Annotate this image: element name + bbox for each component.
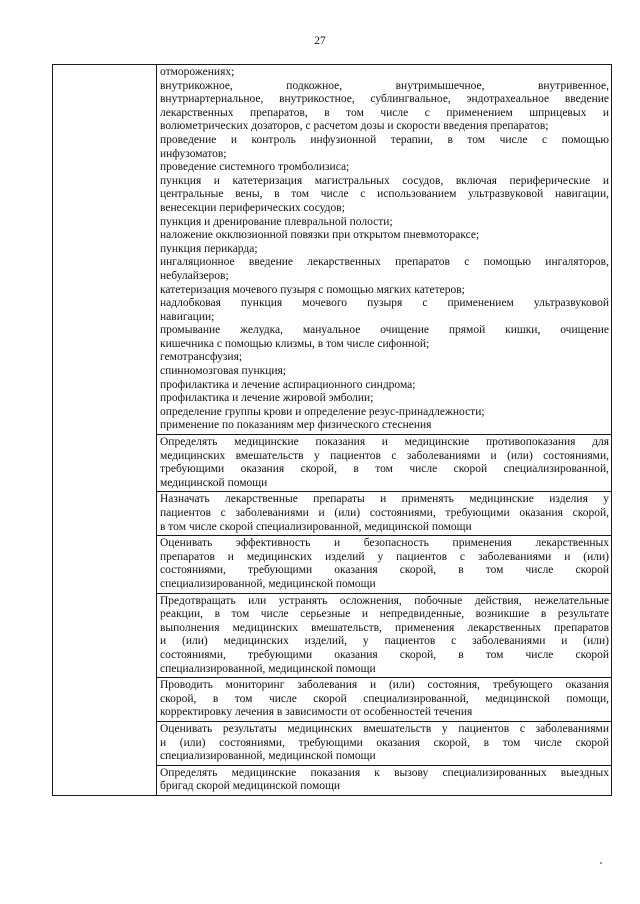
skill-line: выполнения медицинских вмешательств, применения лекарственных препаратов	[160, 621, 609, 634]
procedure-line: внутрикожное, подкожное, внутримышечное, внутривенное,	[160, 79, 609, 92]
procedure-line: проведение и контроль инфузионной терапии, в том числе с помощью	[160, 133, 609, 146]
procedure-line: инфузоматов;	[160, 147, 227, 160]
skill-cell	[157, 435, 612, 492]
procedure-line: надлобковая пункция мочевого пузыря с применением ультразвуковой	[160, 297, 609, 310]
skill-line: Оценивать эффективность и безопасность применения лекарственных	[160, 537, 609, 550]
table-body	[53, 65, 612, 796]
left-column-cell	[53, 65, 157, 796]
procedure-line: отморожениях;	[160, 66, 235, 78]
skill-line: Оценивать результаты медицинских вмешательств у пациентов с заболеваниями	[160, 722, 609, 735]
skill-line: и (или) медицинских изделий, у пациентов с заболеваниями и (или)	[160, 635, 609, 648]
table-row-continued	[53, 65, 612, 435]
procedure-line: спинномозговая пункция;	[160, 365, 286, 378]
procedure-line: применение по показаниям мер физического стеснения	[160, 419, 432, 432]
skill-text	[157, 435, 611, 491]
procedure-line: наложение окклюзионной повязки при открытом пневмотораксе;	[160, 229, 480, 242]
skill-line: специализированной, медицинской помощи	[160, 577, 376, 590]
skill-line: медицинских вмешательств у пациентов с заболеваниями и (или) состояниями,	[160, 449, 609, 462]
skill-line: скорой, в том числе скорой специализированной, медицинской помощи,	[160, 692, 609, 705]
procedure-line: внутриартериальное, внутрикостное, сублингвальное, эндотрахеальное введение	[160, 93, 609, 106]
skill-line: состояниями, требующими оказания скорой, в том числе скорой	[160, 564, 609, 577]
skill-text	[157, 594, 611, 678]
skill-line: в том числе скорой специализированной, медицинской помощи	[160, 520, 472, 533]
procedure-line: центральные вены, в том числе с использованием ультразвуковой навигации,	[160, 188, 609, 201]
procedure-line: проведение системного тромболизиса;	[160, 161, 350, 174]
skill-line: корректировку лечения в зависимости от особенностей течения	[160, 706, 473, 719]
skill-cell	[157, 721, 612, 765]
procedure-line: гемотрансфузия;	[160, 351, 243, 364]
skill-cell	[157, 492, 612, 536]
skill-line: специализированной, медицинской помощи	[160, 662, 376, 675]
procedure-line: кишечника с помощью клизмы, в том числе сифонной;	[160, 337, 430, 350]
procedures-list	[157, 65, 611, 434]
procedure-line: определение группы крови и определение резус-принадлежности;	[160, 405, 485, 418]
procedure-line: лекарственных препаратов, в том числе с применением шприцевых и	[160, 106, 609, 119]
procedure-line: профилактика и лечение жировой эмболии;	[160, 392, 374, 405]
skill-text	[157, 722, 611, 765]
skill-line: пациентов с заболеваниями и (или) состояниями, требующими оказания скорой,	[160, 507, 609, 519]
procedure-line: волюметрических дозаторов, с расчетом дозы и скорости введения препаратов;	[160, 120, 549, 133]
skill-line: Предотвращать или устранять осложнения, побочные действия, нежелательные	[160, 594, 609, 607]
procedure-line: промывание желудка, мануальное очищение прямой кишки, очищение	[160, 324, 609, 337]
skill-line: бригад скорой медицинской помощи	[160, 780, 340, 793]
skill-cell	[157, 593, 612, 678]
procedure-line: навигации;	[160, 310, 215, 323]
skill-line: Определять медицинские показания к вызову специализированных выездных	[160, 766, 609, 779]
procedure-line: профилактика и лечение аспирационного синдрома;	[160, 378, 416, 391]
procedure-line: ингаляционное введение лекарственных препаратов с помощью ингаляторов,	[160, 256, 609, 269]
scan-dot	[600, 862, 602, 864]
skill-cell	[157, 678, 612, 722]
skill-cell	[157, 765, 612, 795]
skill-text	[157, 492, 611, 535]
skill-line: Назначать лекарственные препараты и применять медицинские изделия у	[160, 493, 609, 506]
skill-line: специализированной, медицинской помощи	[160, 750, 376, 763]
skill-line: и (или) состояниями, требующими оказания скорой, в том числе скорой	[160, 736, 609, 749]
procedures-cell	[157, 65, 612, 435]
procedure-line: катетеризация мочевого пузыря с помощью мягких катетеров;	[160, 283, 465, 296]
skill-line: Проводить мониторинг заболевания и (или) состояния, требующего оказания	[160, 679, 609, 692]
skill-text	[157, 766, 611, 795]
skill-line: реакции, в том числе серьезные и непредвиденные, возникшие в результате	[160, 608, 609, 621]
skill-line: Определять медицинские показания и медицинские противопоказания для	[160, 436, 609, 449]
skill-text	[157, 536, 611, 592]
skill-line: медицинской помощи	[160, 476, 268, 489]
skill-line: препаратов и медицинских изделий у пациентов с заболеваниями и (или)	[160, 550, 609, 563]
requirements-table	[52, 64, 612, 796]
skill-line: состояниями, требующими оказания скорой, в том числе скорой	[160, 648, 609, 661]
procedure-line: небулайзеров;	[160, 269, 229, 282]
skill-line: требующими оказания скорой, в том числе скорой специализированной,	[160, 463, 609, 476]
procedure-line: венесекции периферических сосудов;	[160, 201, 345, 214]
procedure-line: пункция перикарда;	[160, 242, 258, 255]
skill-text	[157, 678, 611, 721]
skill-cell	[157, 536, 612, 593]
procedure-line: пункция и дренирование плевральной полости;	[160, 215, 393, 228]
procedure-line: пункция и катетеризация магистральных сосудов, включая периферические и	[160, 174, 609, 187]
page-number: 27	[314, 35, 326, 47]
